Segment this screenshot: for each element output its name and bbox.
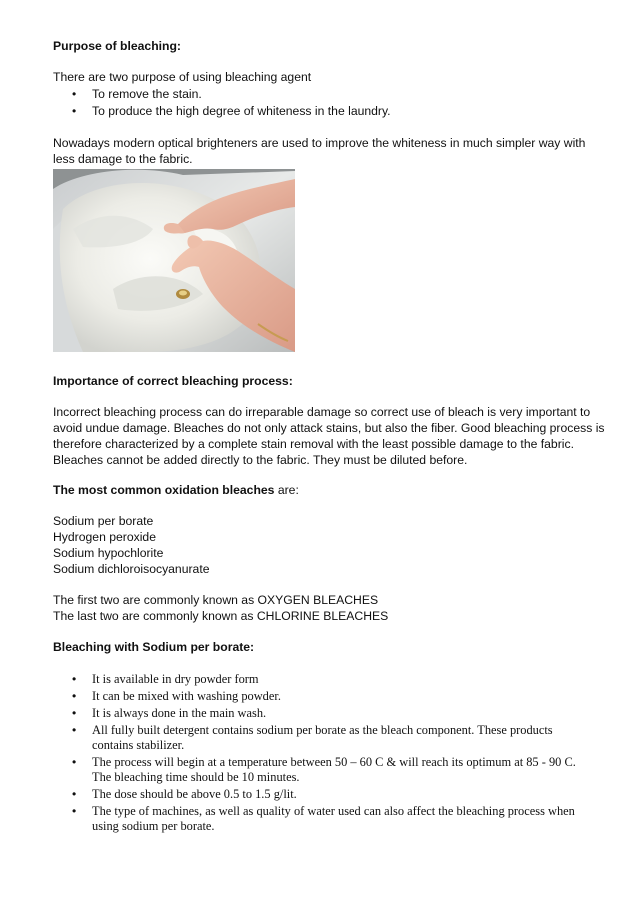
purpose-intro: There are two purpose of using bleaching agent: [53, 70, 312, 84]
importance-line: therefore characterized by a complete stain removal with the least possible damage to the fabric.: [53, 437, 574, 451]
chlorine-bleaches-note: The last two are commonly known as CHLORINE BLEACHES: [53, 609, 389, 623]
perborate-bullet: The dose should be above 0.5 to 1.5 g/lit.: [92, 787, 297, 801]
perborate-bullet-continuation: The bleaching time should be 10 minutes.: [92, 770, 300, 784]
bullet-dot: •: [72, 755, 77, 769]
laundry-photo: [53, 169, 295, 352]
importance-heading: Importance of correct bleaching process:: [53, 374, 293, 388]
importance-line: Incorrect bleaching process can do irreparable damage so correct use of bleach is very important to: [53, 405, 591, 419]
oxidation-heading: [53, 483, 299, 498]
perborate-bullet: It is available in dry powder form: [92, 672, 259, 686]
oxidation-item: Sodium per borate: [53, 514, 154, 528]
purpose-paragraph-line: Nowadays modern optical brighteners are used to improve the whiteness in much simpler way with: [53, 136, 586, 150]
bullet-dot: •: [72, 804, 77, 818]
oxidation-heading-tail: are:: [274, 483, 299, 497]
oxidation-item: Hydrogen peroxide: [53, 530, 156, 544]
importance-line: avoid undue damage. Bleaches do not only attack stains, but also the fiber. Good bleaching process is: [53, 421, 605, 435]
bullet-dot: •: [72, 87, 77, 101]
bullet-dot: •: [72, 689, 77, 703]
purpose-bullet: To remove the stain.: [92, 87, 202, 101]
perborate-bullet-continuation: using sodium per borate.: [92, 819, 215, 833]
perborate-bullet: It is always done in the main wash.: [92, 706, 267, 720]
purpose-bullet: To produce the high degree of whiteness in the laundry.: [92, 104, 391, 118]
perborate-bullet: The type of machines, as well as quality of water used can also affect the bleaching process when: [92, 804, 575, 818]
oxidation-item: Sodium dichloroisocyanurate: [53, 562, 210, 576]
oxygen-bleaches-note: The first two are commonly known as OXYGEN BLEACHES: [53, 593, 379, 607]
perborate-heading: Bleaching with Sodium per borate:: [53, 640, 255, 654]
bullet-dot: •: [72, 787, 77, 801]
perborate-bullet: All fully built detergent contains sodium per borate as the bleach component. These products: [92, 723, 553, 737]
oxidation-item: Sodium hypochlorite: [53, 546, 164, 560]
oxidation-heading-bold: The most common oxidation bleaches: [53, 483, 275, 497]
perborate-bullet: It can be mixed with washing powder.: [92, 689, 281, 703]
bullet-dot: •: [72, 672, 77, 686]
bullet-dot: •: [72, 723, 77, 737]
purpose-paragraph-line: less damage to the fabric.: [53, 152, 193, 166]
bullet-dot: •: [72, 104, 77, 118]
perborate-bullet: The process will begin at a temperature between 50 – 60 C & will reach its optimum at 85 - 90 C.: [92, 755, 576, 769]
purpose-heading: Purpose of bleaching:: [53, 39, 181, 53]
bullet-dot: •: [72, 706, 77, 720]
importance-line: Bleaches cannot be added directly to the fabric. They must be diluted before.: [53, 453, 468, 467]
perborate-bullet-continuation: contains stabilizer.: [92, 738, 185, 752]
